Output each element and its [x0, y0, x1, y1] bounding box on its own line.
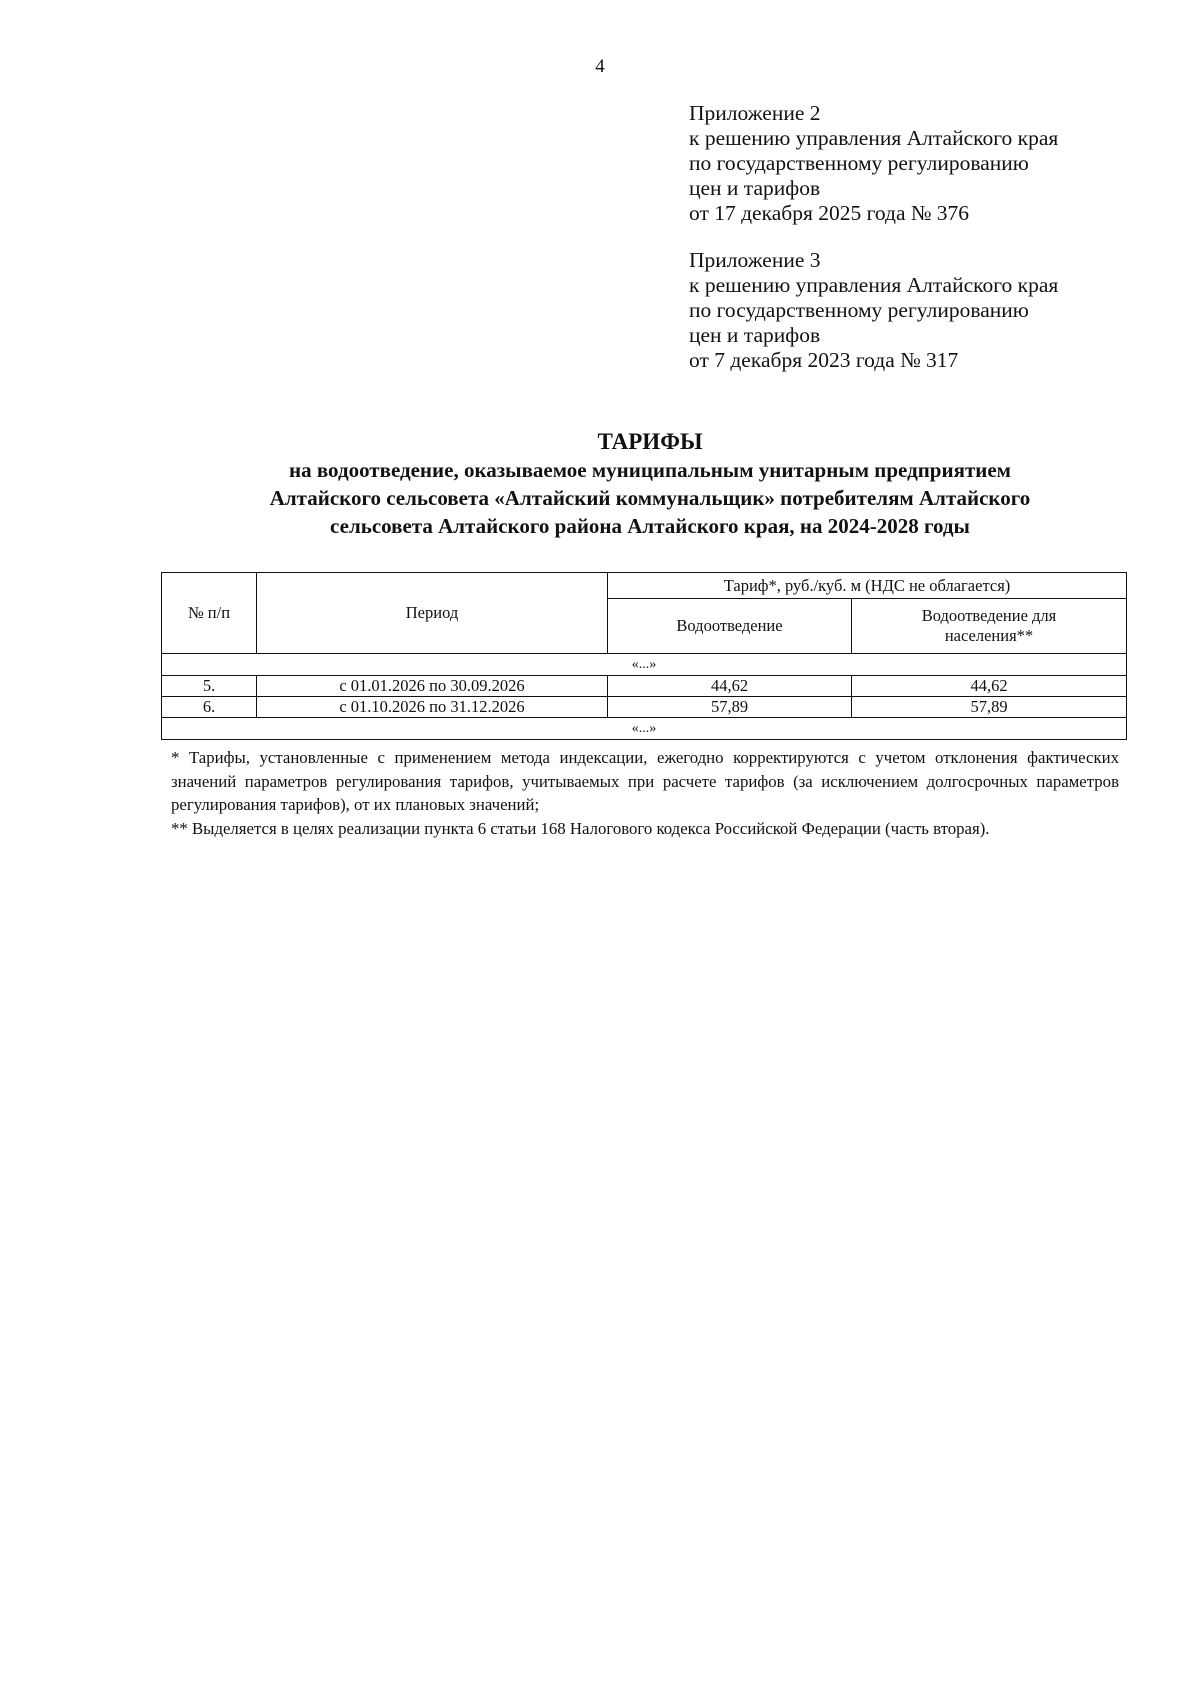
- cell-period: с 01.10.2026 по 31.12.2026: [257, 697, 608, 718]
- cell-period: с 01.01.2026 по 30.09.2026: [257, 676, 608, 697]
- appendix-2-header: [689, 101, 1169, 226]
- tariff-table: [161, 572, 1127, 740]
- page-number: 4: [595, 56, 605, 77]
- cell-population: 44,62: [852, 676, 1127, 697]
- appendix-3-line: Приложение 3: [689, 248, 821, 272]
- footnote: * Тарифы, установленные с применением метода индексации, ежегодно корректируются с учетом отклонения фактических значений параметров регулирования тарифов, учитываемых при расчете тарифов (за исключением долгосрочных параметров регулирования тарифов), от их плановых значений;: [171, 748, 1119, 814]
- cell-wastewater: 57,89: [608, 697, 852, 718]
- table-ellipsis-row: [162, 654, 1127, 676]
- table-row: [162, 676, 1127, 697]
- header-population-line: Водоотведение для: [921, 606, 1057, 625]
- table-ellipsis-row: [162, 718, 1127, 740]
- appendix-3-line: от 7 декабря 2023 года № 317: [689, 348, 959, 372]
- appendix-2-line: к решению управления Алтайского края: [689, 126, 1059, 150]
- appendix-2-line: от 17 декабря 2025 года № 376: [689, 201, 969, 225]
- appendix-2-line: Приложение 2: [689, 101, 821, 125]
- appendix-3-line: к решению управления Алтайского края: [689, 273, 1059, 297]
- title-line: на водоотведение, оказываемое муниципальным унитарным предприятием: [289, 458, 1011, 482]
- header-population-line: населения**: [944, 626, 1034, 645]
- cell-number: 6.: [162, 697, 257, 718]
- header-wastewater: Водоотведение: [608, 599, 852, 654]
- ellipsis-cell: «...»: [162, 654, 1127, 676]
- footnotes: [171, 746, 1119, 840]
- appendix-2-line: цен и тарифов: [689, 176, 821, 200]
- appendix-3-line: по государственному регулированию: [689, 298, 1029, 322]
- footnote: ** Выделяется в целях реализации пункта 6 статьи 168 Налогового кодекса Российской Федерации (часть вторая).: [171, 818, 990, 838]
- table-row: [162, 697, 1127, 718]
- header-tariff-group: Тариф*, руб./куб. м (НДС не облагается): [608, 573, 1127, 599]
- cell-wastewater: 44,62: [608, 676, 852, 697]
- table-header-row: [162, 573, 1127, 599]
- title-line: сельсовета Алтайского района Алтайского края, на 2024-2028 годы: [330, 514, 970, 538]
- header-number: № п/п: [162, 573, 257, 654]
- appendix-3-header: [689, 248, 1169, 373]
- cell-population: 57,89: [852, 697, 1127, 718]
- appendix-3-line: цен и тарифов: [689, 323, 821, 347]
- document-title: [150, 428, 1150, 540]
- header-population: [852, 599, 1127, 654]
- title-main: ТАРИФЫ: [597, 429, 703, 454]
- header-period: Период: [257, 573, 608, 654]
- ellipsis-cell: «...»: [162, 718, 1127, 740]
- appendix-2-line: по государственному регулированию: [689, 151, 1029, 175]
- title-line: Алтайского сельсовета «Алтайский коммунальщик» потребителям Алтайского: [269, 486, 1031, 510]
- cell-number: 5.: [162, 676, 257, 697]
